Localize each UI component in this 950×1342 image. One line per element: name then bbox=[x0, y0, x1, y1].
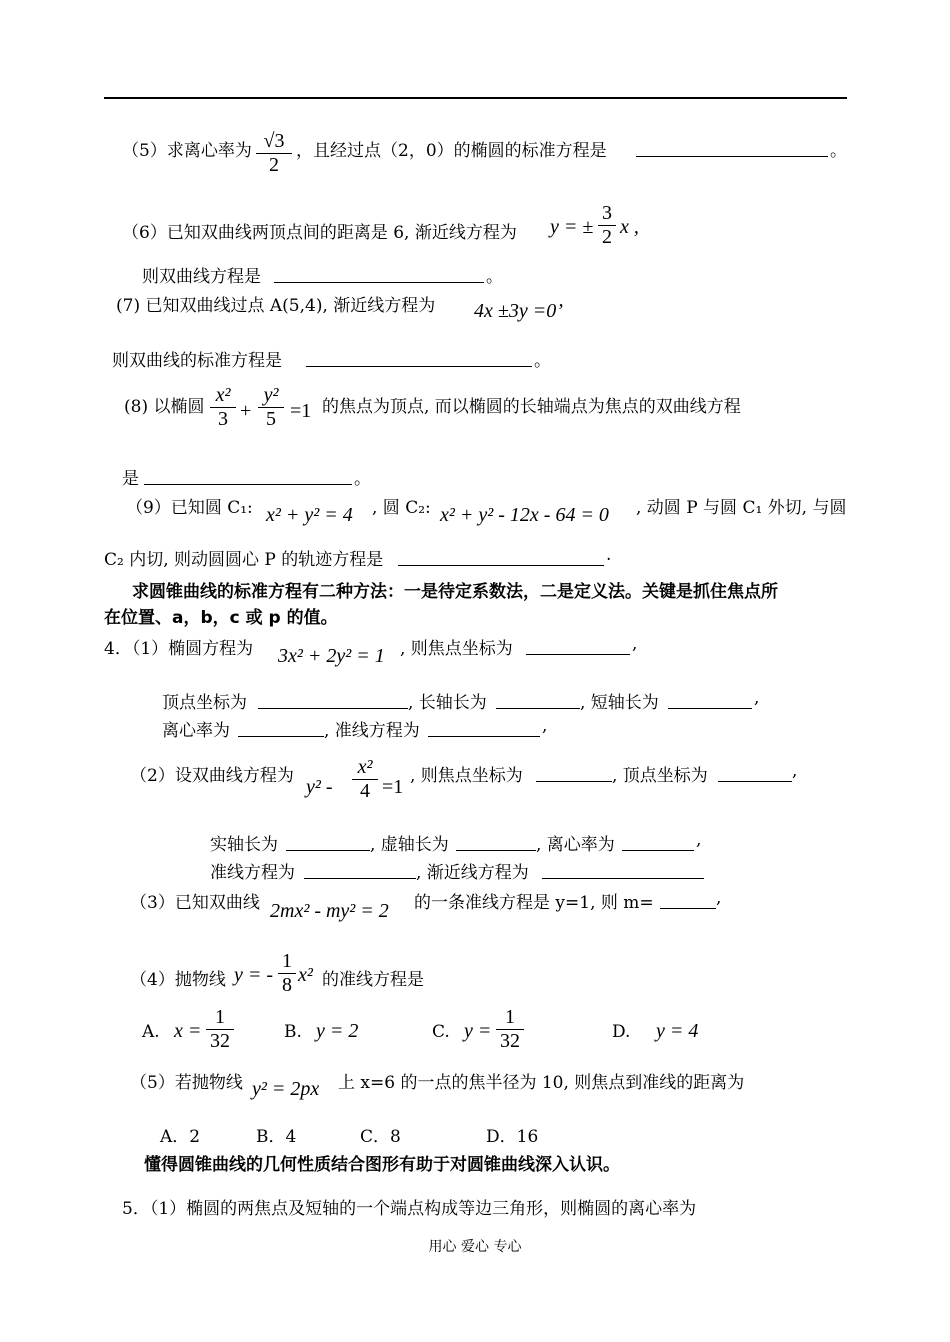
s4-q2-frac-den: 4 bbox=[352, 779, 378, 803]
page-footer: 用心 爱心 专心 bbox=[428, 1239, 522, 1255]
s4-q2-text: （2）设双曲线方程为 bbox=[130, 766, 294, 786]
s4-q4-frac-den: 8 bbox=[278, 973, 296, 997]
s4-q2-eq-post: =1 bbox=[382, 776, 404, 798]
s4-q2-l2-a: 实轴长为 bbox=[210, 835, 278, 855]
s4-q1-l2-c: , 短轴长为 bbox=[580, 693, 659, 713]
s4-q4-eq-post: x² bbox=[298, 964, 313, 986]
s4-q5-option-c[interactable]: C．8 bbox=[360, 1127, 401, 1147]
q7-eq: 4x ±3y =0’ bbox=[474, 300, 563, 322]
s4-q4-text: （4）抛物线 bbox=[130, 970, 226, 990]
q6-eq-pre: y = ± bbox=[550, 216, 594, 238]
q7-answer-blank[interactable] bbox=[306, 350, 532, 367]
s4-q1-l2-b: , 长轴长为 bbox=[408, 693, 487, 713]
s4-q3-text: （3）已知双曲线 bbox=[130, 893, 260, 913]
s4-q1-l2-end: , bbox=[754, 688, 760, 708]
q6-line2: 则双曲线方程是 bbox=[142, 267, 261, 287]
s4-q2-blank-directrix[interactable] bbox=[304, 862, 416, 879]
s4-q4-option-c-den: 32 bbox=[496, 1029, 524, 1053]
q8-text2: 的焦点为顶点, 而以椭圆的长轴端点为焦点的双曲线方程 bbox=[322, 397, 741, 417]
q9-eq2: x² + y² - 12x - 64 = 0 bbox=[440, 504, 609, 526]
q6-answer-blank[interactable] bbox=[274, 266, 484, 283]
q8-f2-den: 5 bbox=[258, 407, 284, 431]
q8-answer-blank[interactable] bbox=[144, 468, 352, 485]
q5-frac-num: √3 bbox=[263, 130, 285, 152]
q6-text: （6）已知双曲线两顶点间的距离是 6, 渐近线方程为 bbox=[122, 223, 517, 243]
q6-fraction bbox=[598, 202, 616, 249]
s4-q4-option-a-label[interactable]: A. bbox=[142, 1022, 160, 1042]
s4-q4-option-b-pre: y = 2 bbox=[316, 1020, 359, 1042]
s4-q2-text2: , 则焦点坐标为 bbox=[410, 766, 523, 786]
s4-q5-text: （5）若抛物线 bbox=[130, 1073, 243, 1093]
s4-q4-option-c-fraction bbox=[496, 1006, 524, 1053]
s4-q5-eq: y² = 2px bbox=[252, 1078, 320, 1100]
s4-q2-blank-real[interactable] bbox=[286, 834, 370, 851]
s4-q1-blank-major[interactable] bbox=[496, 692, 580, 709]
s4-q5-text2: 上 x=6 的一点的焦半径为 10, 则焦点到准线的距离为 bbox=[338, 1073, 745, 1093]
s4-q2-blank-vertex[interactable] bbox=[718, 765, 792, 782]
q9-line2: C₂ 内切, 则动圆圆心 P 的轨迹方程是 bbox=[104, 550, 384, 570]
s4-q1-l3-b: , 准线方程为 bbox=[324, 721, 420, 741]
s4-q4-option-b-label[interactable]: B. bbox=[284, 1022, 302, 1042]
s4-q2-blank-asymptote[interactable] bbox=[542, 862, 704, 879]
s4-q4-option-c-pre: y = bbox=[464, 1020, 492, 1042]
s4-q4-option-a-fraction bbox=[206, 1006, 234, 1053]
q5-answer-blank[interactable] bbox=[636, 140, 828, 157]
q9-answer-blank[interactable] bbox=[398, 549, 604, 566]
q5-frac-den: 2 bbox=[256, 153, 292, 177]
q7-end: 。 bbox=[534, 351, 551, 371]
s4-q2-eq-pre: y² - bbox=[306, 776, 333, 798]
s4-q4-eq-pre: y = - bbox=[234, 964, 274, 986]
s4-q4-text2: 的准线方程是 bbox=[322, 970, 424, 990]
s4-q3-end: , bbox=[716, 888, 722, 908]
s4-q1-blank-minor[interactable] bbox=[668, 692, 752, 709]
s4-q2-frac-num: x² bbox=[357, 756, 373, 778]
s4-q2-l3-b: , 渐近线方程为 bbox=[416, 863, 529, 883]
s4-q1-text2: , 则焦点坐标为 bbox=[400, 639, 513, 659]
q5-text: （5）求离心率为 bbox=[122, 141, 252, 161]
q8-text: (8) 以椭圆 bbox=[124, 397, 205, 417]
s4-q1-eq: 3x² + 2y² = 1 bbox=[278, 645, 385, 667]
s4-q5-option-a[interactable]: A．2 bbox=[160, 1127, 201, 1147]
s4-q2-l3-a: 准线方程为 bbox=[210, 863, 295, 883]
s4-q2-text3: , 顶点坐标为 bbox=[612, 766, 708, 786]
q5-end: 。 bbox=[830, 141, 847, 161]
q9-mid: , 圆 C₂: bbox=[372, 498, 431, 518]
s4-q1-blank-ecc[interactable] bbox=[238, 720, 324, 737]
q6-frac-den: 2 bbox=[598, 225, 616, 249]
q8-fraction-2 bbox=[258, 384, 284, 431]
s4-q3-eq: 2mx² - my² = 2 bbox=[270, 900, 389, 922]
q9-eq1: x² + y² = 4 bbox=[266, 504, 353, 526]
q8-end: 。 bbox=[354, 469, 371, 489]
q9-text: （9）已知圆 C₁: bbox=[126, 498, 253, 518]
s4-q1-blank-focus[interactable] bbox=[526, 638, 630, 655]
q8-fraction-1 bbox=[210, 384, 236, 431]
s4-q2-fraction bbox=[352, 756, 378, 803]
s4-q4-option-c-label[interactable]: C. bbox=[432, 1022, 450, 1042]
q6-frac-num: 3 bbox=[602, 202, 612, 224]
s4-q1-l3-a: 离心率为 bbox=[162, 721, 230, 741]
s4-q2-l2-c: , 离心率为 bbox=[536, 835, 615, 855]
q9-end: . bbox=[606, 545, 612, 565]
s4-q1-text: 4．（1）椭圆方程为 bbox=[104, 639, 254, 659]
s4-q4-frac-num: 1 bbox=[282, 950, 292, 972]
q8-f1-den: 3 bbox=[210, 407, 236, 431]
s4-q2-blank-focus[interactable] bbox=[536, 765, 612, 782]
s4-q4-fraction bbox=[278, 950, 296, 997]
header-rule bbox=[104, 97, 847, 99]
q8-line2: 是 bbox=[122, 469, 139, 489]
s4-q2-end: , bbox=[792, 761, 798, 781]
s5-q1: 5．（1）椭圆的两焦点及短轴的一个端点构成等边三角形，则椭圆的离心率为 bbox=[122, 1199, 697, 1219]
s4-q1-l2-a: 顶点坐标为 bbox=[162, 693, 247, 713]
q6-eq-post: x , bbox=[620, 216, 639, 238]
q7-line2: 则双曲线的标准方程是 bbox=[112, 351, 282, 371]
q5-fraction bbox=[256, 130, 292, 177]
s4-q1-blank-directrix[interactable] bbox=[428, 720, 540, 737]
q6-end: 。 bbox=[486, 267, 503, 287]
s4-q3-text2: 的一条准线方程是 y=1, 则 m= bbox=[414, 893, 654, 913]
tip1-line2: 在位置、a，b，c 或 p 的值。 bbox=[104, 608, 338, 628]
s4-q3-blank-m[interactable] bbox=[660, 892, 716, 909]
q8-plus: + bbox=[240, 400, 252, 422]
s4-q4-option-d-pre: y = 4 bbox=[656, 1020, 699, 1042]
q7-text: (7) 已知双曲线过点 A(5,4), 渐近线方程为 bbox=[116, 296, 436, 316]
s4-q1-l3-end: , bbox=[542, 716, 548, 736]
q8-eq-end: =1 bbox=[290, 400, 312, 422]
s4-q2-blank-ecc[interactable] bbox=[622, 834, 694, 851]
s4-q4-option-c-num: 1 bbox=[505, 1006, 515, 1028]
s4-q2-l2-end: , bbox=[696, 830, 702, 850]
q5-text2: ，且经过点（2，0）的椭圆的标准方程是 bbox=[296, 141, 607, 161]
s4-q4-option-a-den: 32 bbox=[206, 1029, 234, 1053]
s4-q4-option-a-num: 1 bbox=[215, 1006, 225, 1028]
q8-f1-num: x² bbox=[215, 384, 231, 406]
s4-q1-blank-vertex[interactable] bbox=[258, 692, 408, 709]
s4-q1-end: , bbox=[632, 634, 638, 654]
s4-q4-option-a-pre: x = bbox=[174, 1020, 202, 1042]
q9-text2: , 动圆 P 与圆 C₁ 外切, 与圆 bbox=[636, 498, 847, 518]
s4-q4-option-d-label[interactable]: D. bbox=[612, 1022, 631, 1042]
s4-q2-l2-b: , 虚轴长为 bbox=[370, 835, 449, 855]
q8-f2-num: y² bbox=[263, 384, 279, 406]
tip2: 懂得圆锥曲线的几何性质结合图形有助于对圆锥曲线深入认识。 bbox=[144, 1155, 620, 1175]
s4-q5-option-b[interactable]: B．4 bbox=[256, 1127, 297, 1147]
s4-q5-option-d[interactable]: D．16 bbox=[486, 1127, 539, 1147]
tip1-line1: 求圆锥曲线的标准方程有二种方法：一是待定系数法，二是定义法。关键是抓住焦点所 bbox=[132, 582, 778, 602]
s4-q2-blank-imag[interactable] bbox=[456, 834, 536, 851]
